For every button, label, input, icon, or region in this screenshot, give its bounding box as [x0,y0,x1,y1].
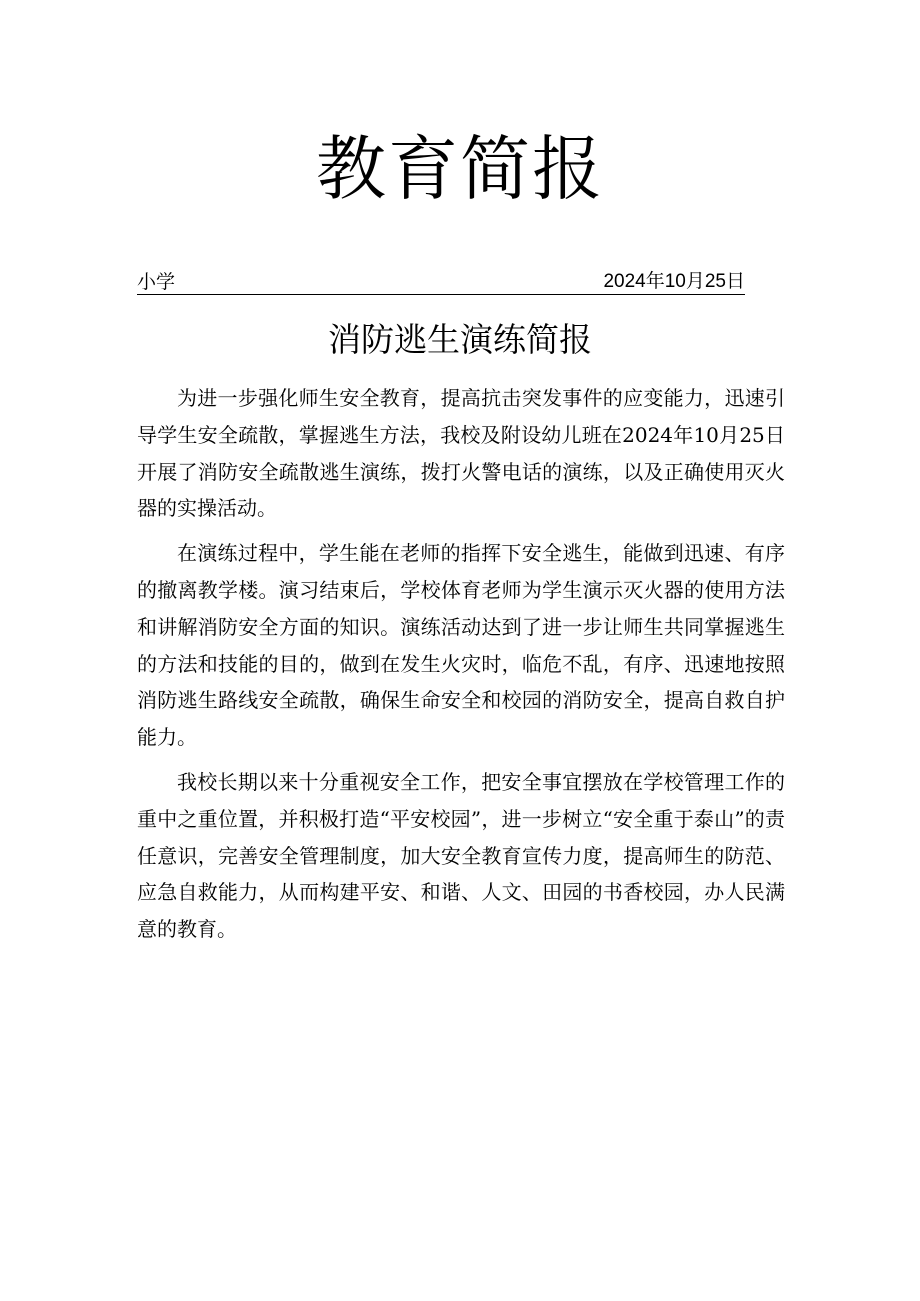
info-line [137,270,745,295]
article-body [137,380,785,956]
article-paragraph: 为进一步强化师生安全教育，提高抗击突发事件的应变能力，迅速引导学生安全疏散，掌握逃生方法，我校及附设幼儿班在2024年10月25日开展了消防安全疏散逃生演练，拨打火警电话的演练，以及正确使用灭火器的实操活动。 [137,386,785,521]
newsletter-masthead-title: 教育简报 [316,128,604,210]
article-title: 消防逃生演练简报 [328,320,592,359]
article-paragraph: 在演练过程中，学生能在老师的指挥下安全逃生，能做到迅速、有序的撤离教学楼。演习结束后，学校体育老师为学生演示灭火器的使用方法和讲解消防安全方面的知识。演练活动达到了进一步让师生共同掌握逃生的方法和技能的目的，做到在发生火灾时，临危不乱，有序、迅速地按照消防逃生路线安全疏散，确保生命安全和校园的消防安全，提高自救自护能力。 [137,541,785,750]
school-name: 小学 [137,271,176,293]
article-paragraph: 我校长期以来十分重视安全工作，把安全事宜摆放在学校管理工作的重中之重位置，并积极打造“平安校园”，进一步树立“安全重于泰山”的责任意识，完善安全管理制度，加大安全教育宣传力度，提高师生的防范、应急自救能力，从而构建平安、和谐、人文、田园的书香校园，办人民满意的教育。 [137,769,785,942]
issue-date: 2024年10月25日 [603,271,745,292]
